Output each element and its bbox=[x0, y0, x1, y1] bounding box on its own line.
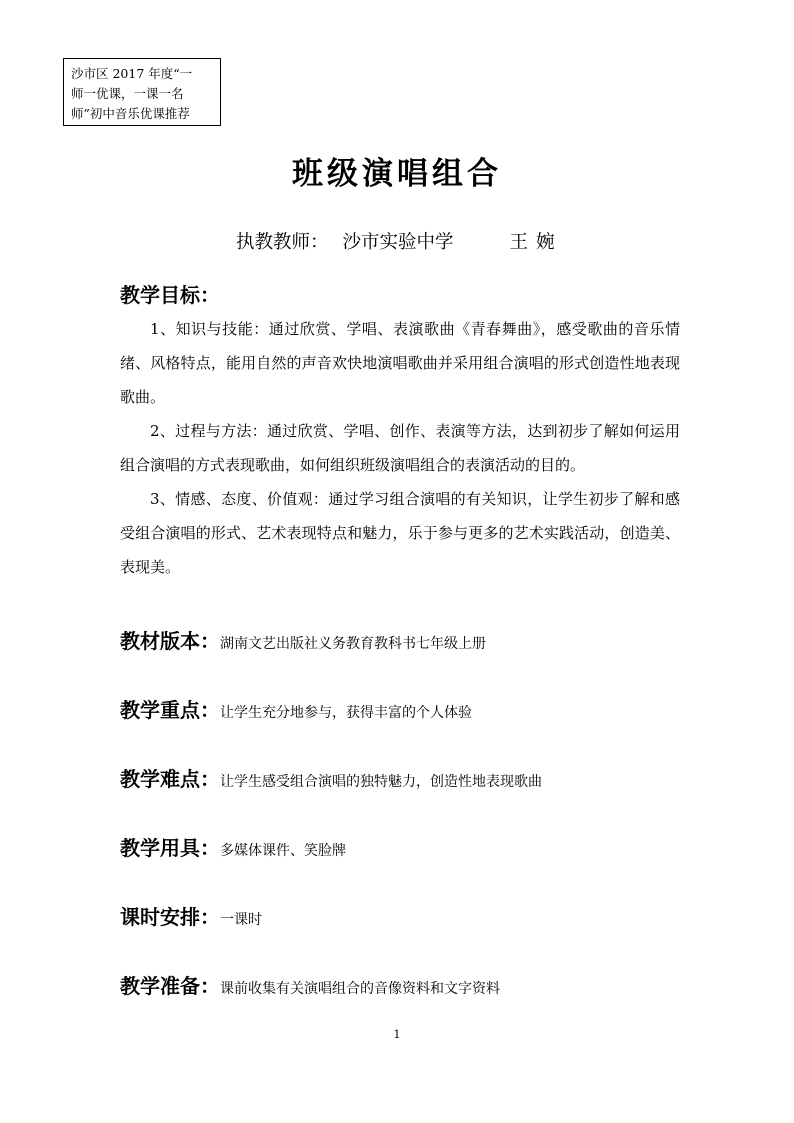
teacher-school: 沙市实验中学 bbox=[342, 232, 454, 253]
info-row-schedule bbox=[120, 901, 262, 930]
document-title: 班级演唱组合 bbox=[292, 156, 502, 192]
recommendation-line: 沙市区 2017 年度“一 bbox=[71, 66, 193, 81]
info-row-difficulties bbox=[120, 763, 542, 792]
objectives-heading: 教学目标： bbox=[120, 283, 220, 307]
info-row-key-points bbox=[120, 694, 472, 723]
info-value: 让学生充分地参与，获得丰富的个人体验 bbox=[220, 705, 472, 721]
objective-item: 3、情感、态度、价值观：通过学习组合演唱的有关知识，让学生初步了解和感受组合演唱的形式、艺术表现特点和魅力，乐于参与更多的艺术实践活动，创造美、表现美。 bbox=[120, 490, 680, 576]
teacher-name: 王婉 bbox=[509, 232, 563, 253]
info-label: 课时安排： bbox=[120, 905, 220, 929]
info-row-tools bbox=[120, 832, 346, 861]
info-label: 教学准备： bbox=[120, 974, 220, 998]
objective-item: 2、过程与方法：通过欣赏、学唱、创作、表演等方法，达到初步了解如何运用组合演唱的方式表现歌曲，如何组织班级演唱组合的表演活动的目的。 bbox=[120, 422, 680, 474]
recommendation-line: 师”初中音乐优课推荐 bbox=[71, 106, 190, 121]
info-row-textbook bbox=[120, 625, 486, 654]
info-value: 课前收集有关演唱组合的音像资料和文字资料 bbox=[220, 981, 500, 997]
info-value: 让学生感受组合演唱的独特魅力，创造性地表现歌曲 bbox=[220, 774, 542, 790]
info-label: 教学难点： bbox=[120, 767, 220, 791]
teacher-label: 执教教师： bbox=[236, 232, 329, 253]
objective-item: 1、知识与技能：通过欣赏、学唱、表演歌曲《青春舞曲》，感受歌曲的音乐情绪、风格特点，能用自然的声音欢快地演唱歌曲并采用组合演唱的形式创造性地表现歌曲。 bbox=[120, 320, 680, 406]
info-value: 多媒体课件、笑脸牌 bbox=[220, 843, 346, 859]
recommendation-line: 师一优课，一课一名 bbox=[71, 86, 184, 101]
info-label: 教学用具： bbox=[120, 836, 220, 860]
teacher-line bbox=[236, 228, 563, 254]
info-label: 教学重点： bbox=[120, 698, 220, 722]
info-value: 一课时 bbox=[220, 912, 262, 928]
page-number: 1 bbox=[393, 1028, 401, 1041]
recommendation-box bbox=[63, 58, 221, 126]
info-row-preparation bbox=[120, 970, 500, 999]
info-label: 教材版本： bbox=[120, 629, 220, 653]
info-value: 湖南文艺出版社义务教育教科书七年级上册 bbox=[220, 636, 486, 652]
